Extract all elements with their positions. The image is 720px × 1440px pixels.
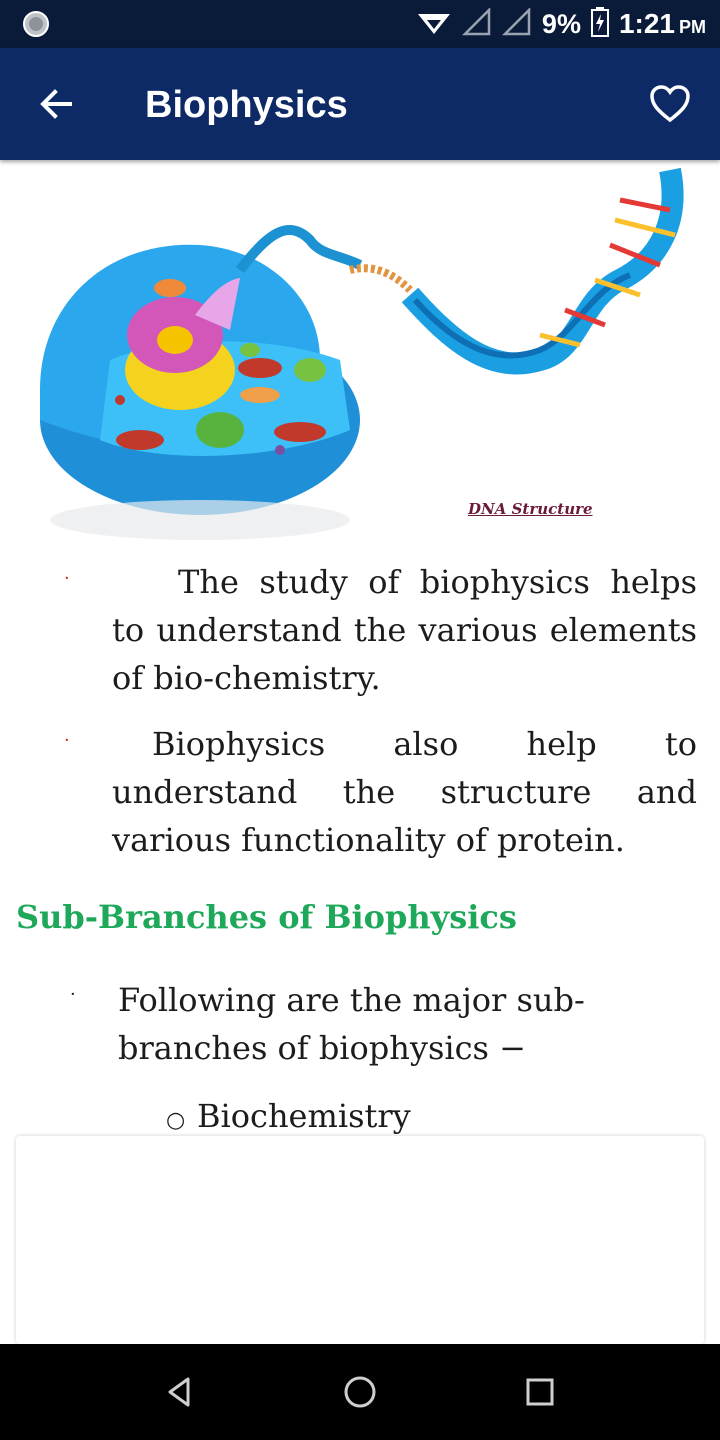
article-content bbox=[0, 160, 720, 1136]
status-right bbox=[416, 0, 706, 48]
bullet-dot-icon: · bbox=[64, 730, 70, 751]
status-bar bbox=[0, 0, 720, 48]
nav-recent-button[interactable] bbox=[516, 1368, 564, 1416]
app-bar bbox=[0, 48, 720, 160]
battery-percent: 9% bbox=[541, 8, 581, 39]
clock-ampm: PM bbox=[679, 17, 706, 37]
nav-recent-icon bbox=[525, 1377, 555, 1407]
nav-home-button[interactable] bbox=[336, 1368, 384, 1416]
page-title: Biophysics bbox=[145, 84, 348, 126]
clock-time: 1:21 bbox=[618, 8, 675, 39]
circle-bullet-icon: ○ bbox=[166, 1108, 186, 1133]
intro-text: Following are the major sub-branches of biophysics − bbox=[118, 981, 585, 1067]
paragraph-1: The study of biophysics helps to understand the various elements of bio-chemistry. bbox=[112, 563, 697, 697]
list-item: Biochemistry bbox=[197, 1097, 411, 1135]
nav-home-icon bbox=[343, 1375, 377, 1409]
wifi-icon bbox=[416, 8, 452, 41]
signal-icon bbox=[462, 8, 492, 41]
image-caption: DNA Structure bbox=[468, 500, 593, 518]
navigation-bar bbox=[0, 1344, 720, 1440]
cell-dna-illustration bbox=[20, 160, 700, 550]
bullet-dot-icon: · bbox=[70, 984, 76, 1005]
heart-outline-icon bbox=[649, 84, 691, 124]
nav-back-icon bbox=[164, 1376, 196, 1408]
favorite-button[interactable] bbox=[646, 80, 694, 128]
back-button[interactable] bbox=[30, 80, 82, 128]
nav-back-button[interactable] bbox=[156, 1368, 204, 1416]
bullet-dot-icon: · bbox=[64, 568, 70, 589]
paragraph-2: Biophysics also help to understand the structure and various functionality of protein. bbox=[112, 725, 697, 859]
section-heading: Sub-Branches of Biophysics bbox=[16, 898, 517, 936]
arrow-left-icon bbox=[38, 86, 74, 122]
app-notification-icon bbox=[22, 10, 50, 38]
battery-charging-icon bbox=[591, 7, 609, 42]
signal-icon bbox=[502, 8, 532, 41]
bottom-card[interactable] bbox=[16, 1136, 704, 1344]
